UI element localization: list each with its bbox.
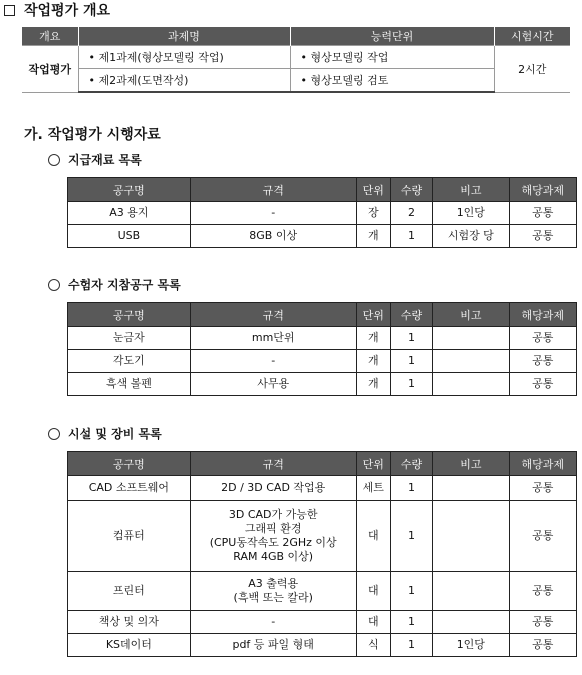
table-row: [68, 501, 577, 572]
table-row: [68, 572, 577, 611]
overview-header: 과제명: [78, 27, 290, 46]
table-cell: A3 용지: [68, 202, 191, 225]
overview-task: • 제2과제(도면작성): [78, 69, 290, 93]
table-cell: 공통: [509, 476, 576, 501]
table-cell: 1인당: [433, 634, 509, 657]
table-cell: [433, 327, 509, 350]
table-cell: 공통: [509, 611, 576, 634]
table-cell: pdf 등 파일 형태: [190, 634, 356, 657]
column-header: 해당과제: [509, 452, 576, 476]
table-row: [68, 225, 577, 248]
table-cell: 1인당: [433, 202, 509, 225]
table-cell: USB: [68, 225, 191, 248]
column-header: 공구명: [68, 452, 191, 476]
table-row: [68, 611, 577, 634]
table-cell: CAD 소프트웨어: [68, 476, 191, 501]
table-cell: [433, 501, 509, 572]
table-cell: 사무용: [190, 373, 356, 396]
column-header: 비고: [433, 303, 509, 327]
table-cell: 1: [390, 572, 432, 611]
table-cell: 개: [356, 350, 390, 373]
column-header: 규격: [190, 303, 356, 327]
table-cell: 1: [390, 373, 432, 396]
table-cell: 대: [356, 611, 390, 634]
table-cell: 공통: [509, 225, 576, 248]
table-header-row: [68, 178, 577, 202]
table-cell: [433, 476, 509, 501]
column-header: 수량: [390, 452, 432, 476]
table-heading-label: 수험자 지참공구 목록: [68, 278, 181, 292]
overview-row: [22, 69, 570, 93]
overview-header: 능력단위: [290, 27, 494, 46]
overview-time: 2시간: [494, 46, 570, 93]
table-cell: -: [190, 611, 356, 634]
circle-bullet-icon: [48, 279, 60, 291]
section-title: 가. 작업평가 시행자료: [24, 127, 161, 143]
table-cell: 8GB 이상: [190, 225, 356, 248]
table-cell: 공통: [509, 373, 576, 396]
table-cell: 식: [356, 634, 390, 657]
table-cell: [433, 572, 509, 611]
table-cell: 1: [390, 634, 432, 657]
list-table: [67, 451, 577, 657]
table-cell: 개: [356, 327, 390, 350]
column-header: 해당과제: [509, 303, 576, 327]
overview-category: 작업평가: [22, 46, 78, 93]
table-cell: 2: [390, 202, 432, 225]
table-header-row: [68, 303, 577, 327]
table-cell: mm단위: [190, 327, 356, 350]
table-cell: 1: [390, 350, 432, 373]
column-header: 단위: [356, 452, 390, 476]
circle-bullet-icon: [48, 428, 60, 440]
table-heading: [48, 151, 142, 168]
table-cell: 프린터: [68, 572, 191, 611]
table-cell: 공통: [509, 501, 576, 572]
table-cell: 공통: [509, 572, 576, 611]
column-header: 공구명: [68, 178, 191, 202]
overview-row: [22, 46, 570, 69]
table-cell: 2D / 3D CAD 작업용: [190, 476, 356, 501]
table-header-row: [68, 452, 577, 476]
column-header: 단위: [356, 178, 390, 202]
table-cell: A3 출력용 (흑백 또는 칼라): [190, 572, 356, 611]
page-heading: [4, 0, 110, 20]
table-row: [68, 327, 577, 350]
column-header: 규격: [190, 178, 356, 202]
list-table: [67, 302, 577, 396]
column-header: 단위: [356, 303, 390, 327]
overview-task: • 제1과제(형상모델링 작업): [78, 46, 290, 69]
table-cell: [433, 611, 509, 634]
table-cell: 개: [356, 373, 390, 396]
table-cell: -: [190, 350, 356, 373]
table-cell: 책상 및 의자: [68, 611, 191, 634]
table-cell: 시험장 당: [433, 225, 509, 248]
column-header: 해당과제: [509, 178, 576, 202]
table-row: [68, 476, 577, 501]
table-cell: 개: [356, 225, 390, 248]
page-title: 작업평가 개요: [24, 3, 111, 19]
circle-bullet-icon: [48, 154, 60, 166]
table-cell: [433, 350, 509, 373]
table-cell: 3D CAD가 가능한 그래픽 환경 (CPU동작속도 2GHz 이상 RAM 4GB 이상): [190, 501, 356, 572]
table-cell: [433, 373, 509, 396]
column-header: 수량: [390, 303, 432, 327]
overview-unit: • 형상모델링 검토: [290, 69, 494, 93]
table-heading: [48, 276, 181, 293]
table-heading: [48, 425, 162, 442]
table-cell: -: [190, 202, 356, 225]
table-row: [68, 634, 577, 657]
table-cell: 장: [356, 202, 390, 225]
table-heading-label: 지급재료 목록: [68, 153, 142, 167]
column-header: 비고: [433, 452, 509, 476]
table-cell: KS데이터: [68, 634, 191, 657]
table-cell: 공통: [509, 327, 576, 350]
table-cell: 1: [390, 327, 432, 350]
list-table: [67, 177, 577, 248]
table-heading-label: 시설 및 장비 목록: [68, 427, 162, 441]
table-cell: 컴퓨터: [68, 501, 191, 572]
column-header: 공구명: [68, 303, 191, 327]
table-row: [68, 202, 577, 225]
overview-header-row: [22, 27, 570, 46]
table-cell: 1: [390, 476, 432, 501]
overview-table: [22, 27, 570, 93]
table-cell: 세트: [356, 476, 390, 501]
table-cell: 공통: [509, 202, 576, 225]
table-cell: 대: [356, 572, 390, 611]
table-cell: 1: [390, 501, 432, 572]
table-cell: 각도기: [68, 350, 191, 373]
table-cell: 눈금자: [68, 327, 191, 350]
table-row: [68, 373, 577, 396]
checkbox-square-icon: [4, 5, 15, 16]
table-cell: 공통: [509, 350, 576, 373]
column-header: 수량: [390, 178, 432, 202]
table-cell: 1: [390, 611, 432, 634]
table-cell: 1: [390, 225, 432, 248]
overview-unit: • 형상모델링 작업: [290, 46, 494, 69]
table-cell: 공통: [509, 634, 576, 657]
table-cell: 대: [356, 501, 390, 572]
overview-header: 시험시간: [494, 27, 570, 46]
overview-header: 개요: [22, 27, 78, 46]
column-header: 비고: [433, 178, 509, 202]
column-header: 규격: [190, 452, 356, 476]
table-row: [68, 350, 577, 373]
table-cell: 흑색 볼펜: [68, 373, 191, 396]
